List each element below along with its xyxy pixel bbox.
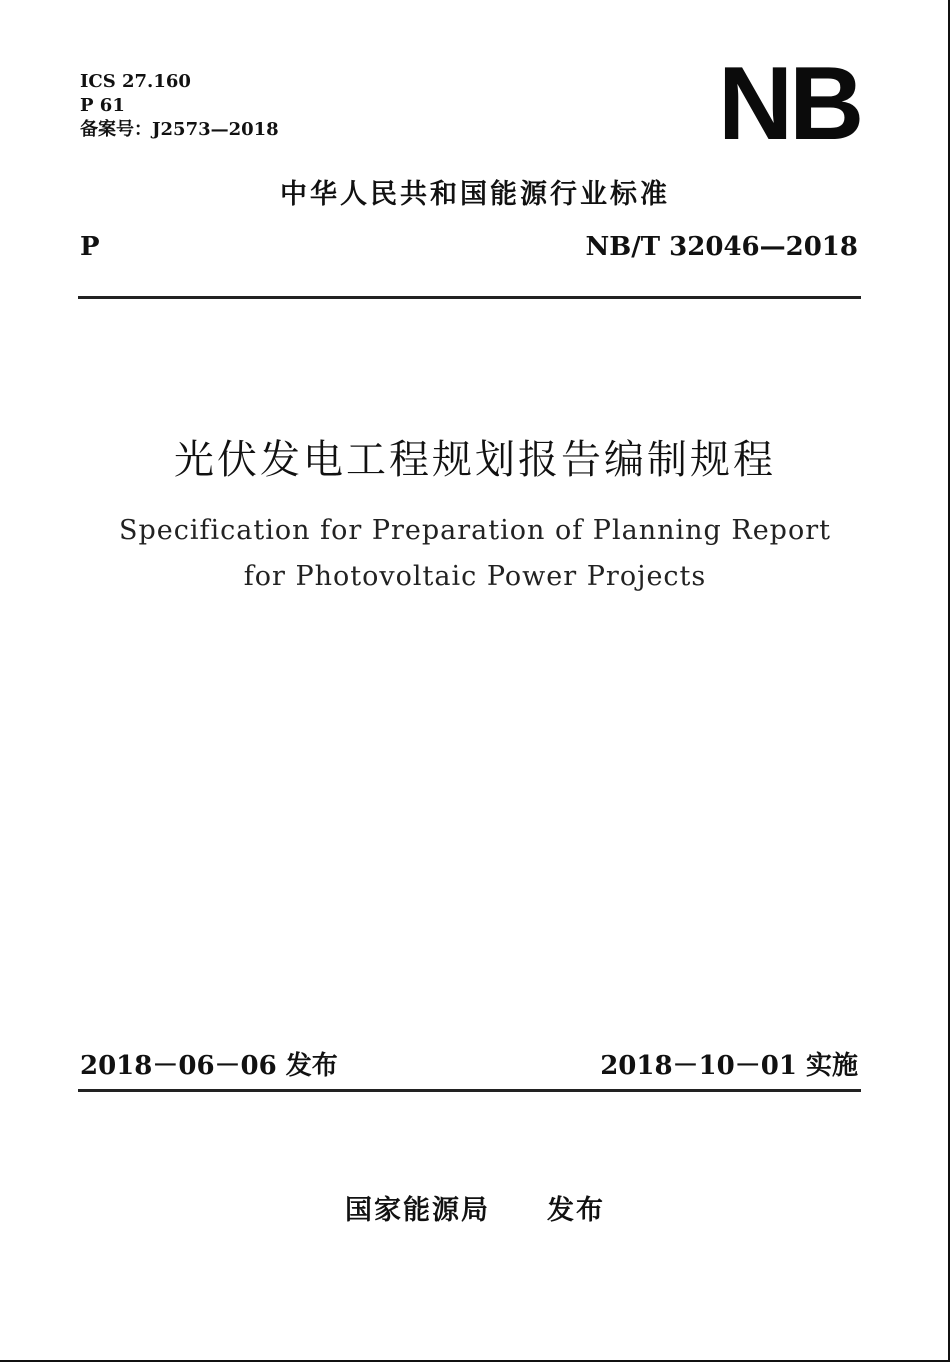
org-title: 中华人民共和国能源行业标准 — [280, 179, 670, 210]
issue-date: 2018－06－06 — [80, 1051, 277, 1081]
publisher-label: 发布 — [547, 1195, 605, 1226]
title-english-line1: Specification for Preparation of Planning Report — [119, 515, 831, 546]
nb-logo: NB — [718, 46, 861, 162]
classification-codes — [80, 70, 400, 142]
effective-label: 实施 — [805, 1051, 858, 1081]
effective-date: 2018－10－01 — [600, 1051, 797, 1081]
title-chinese: 光伏发电工程规划报告编制规程 — [174, 437, 776, 483]
standard-number: NB/T 32046—2018 — [585, 232, 858, 262]
publisher-block — [200, 1188, 750, 1227]
filing-number: 备案号：J2573—2018 — [80, 119, 279, 140]
bottom-divider — [78, 1089, 861, 1092]
ics-code: ICS 27.160 — [80, 71, 191, 92]
ccs-code: P 61 — [80, 95, 125, 116]
title-english — [80, 508, 870, 600]
effective-date-block — [600, 1045, 858, 1082]
issue-date-block — [80, 1045, 338, 1082]
top-divider — [78, 296, 861, 299]
publisher-name: 国家能源局 — [345, 1195, 490, 1226]
issue-label: 发布 — [285, 1051, 338, 1081]
title-english-line2: for Photovoltaic Power Projects — [243, 561, 707, 592]
classification-letter: P — [80, 232, 100, 262]
